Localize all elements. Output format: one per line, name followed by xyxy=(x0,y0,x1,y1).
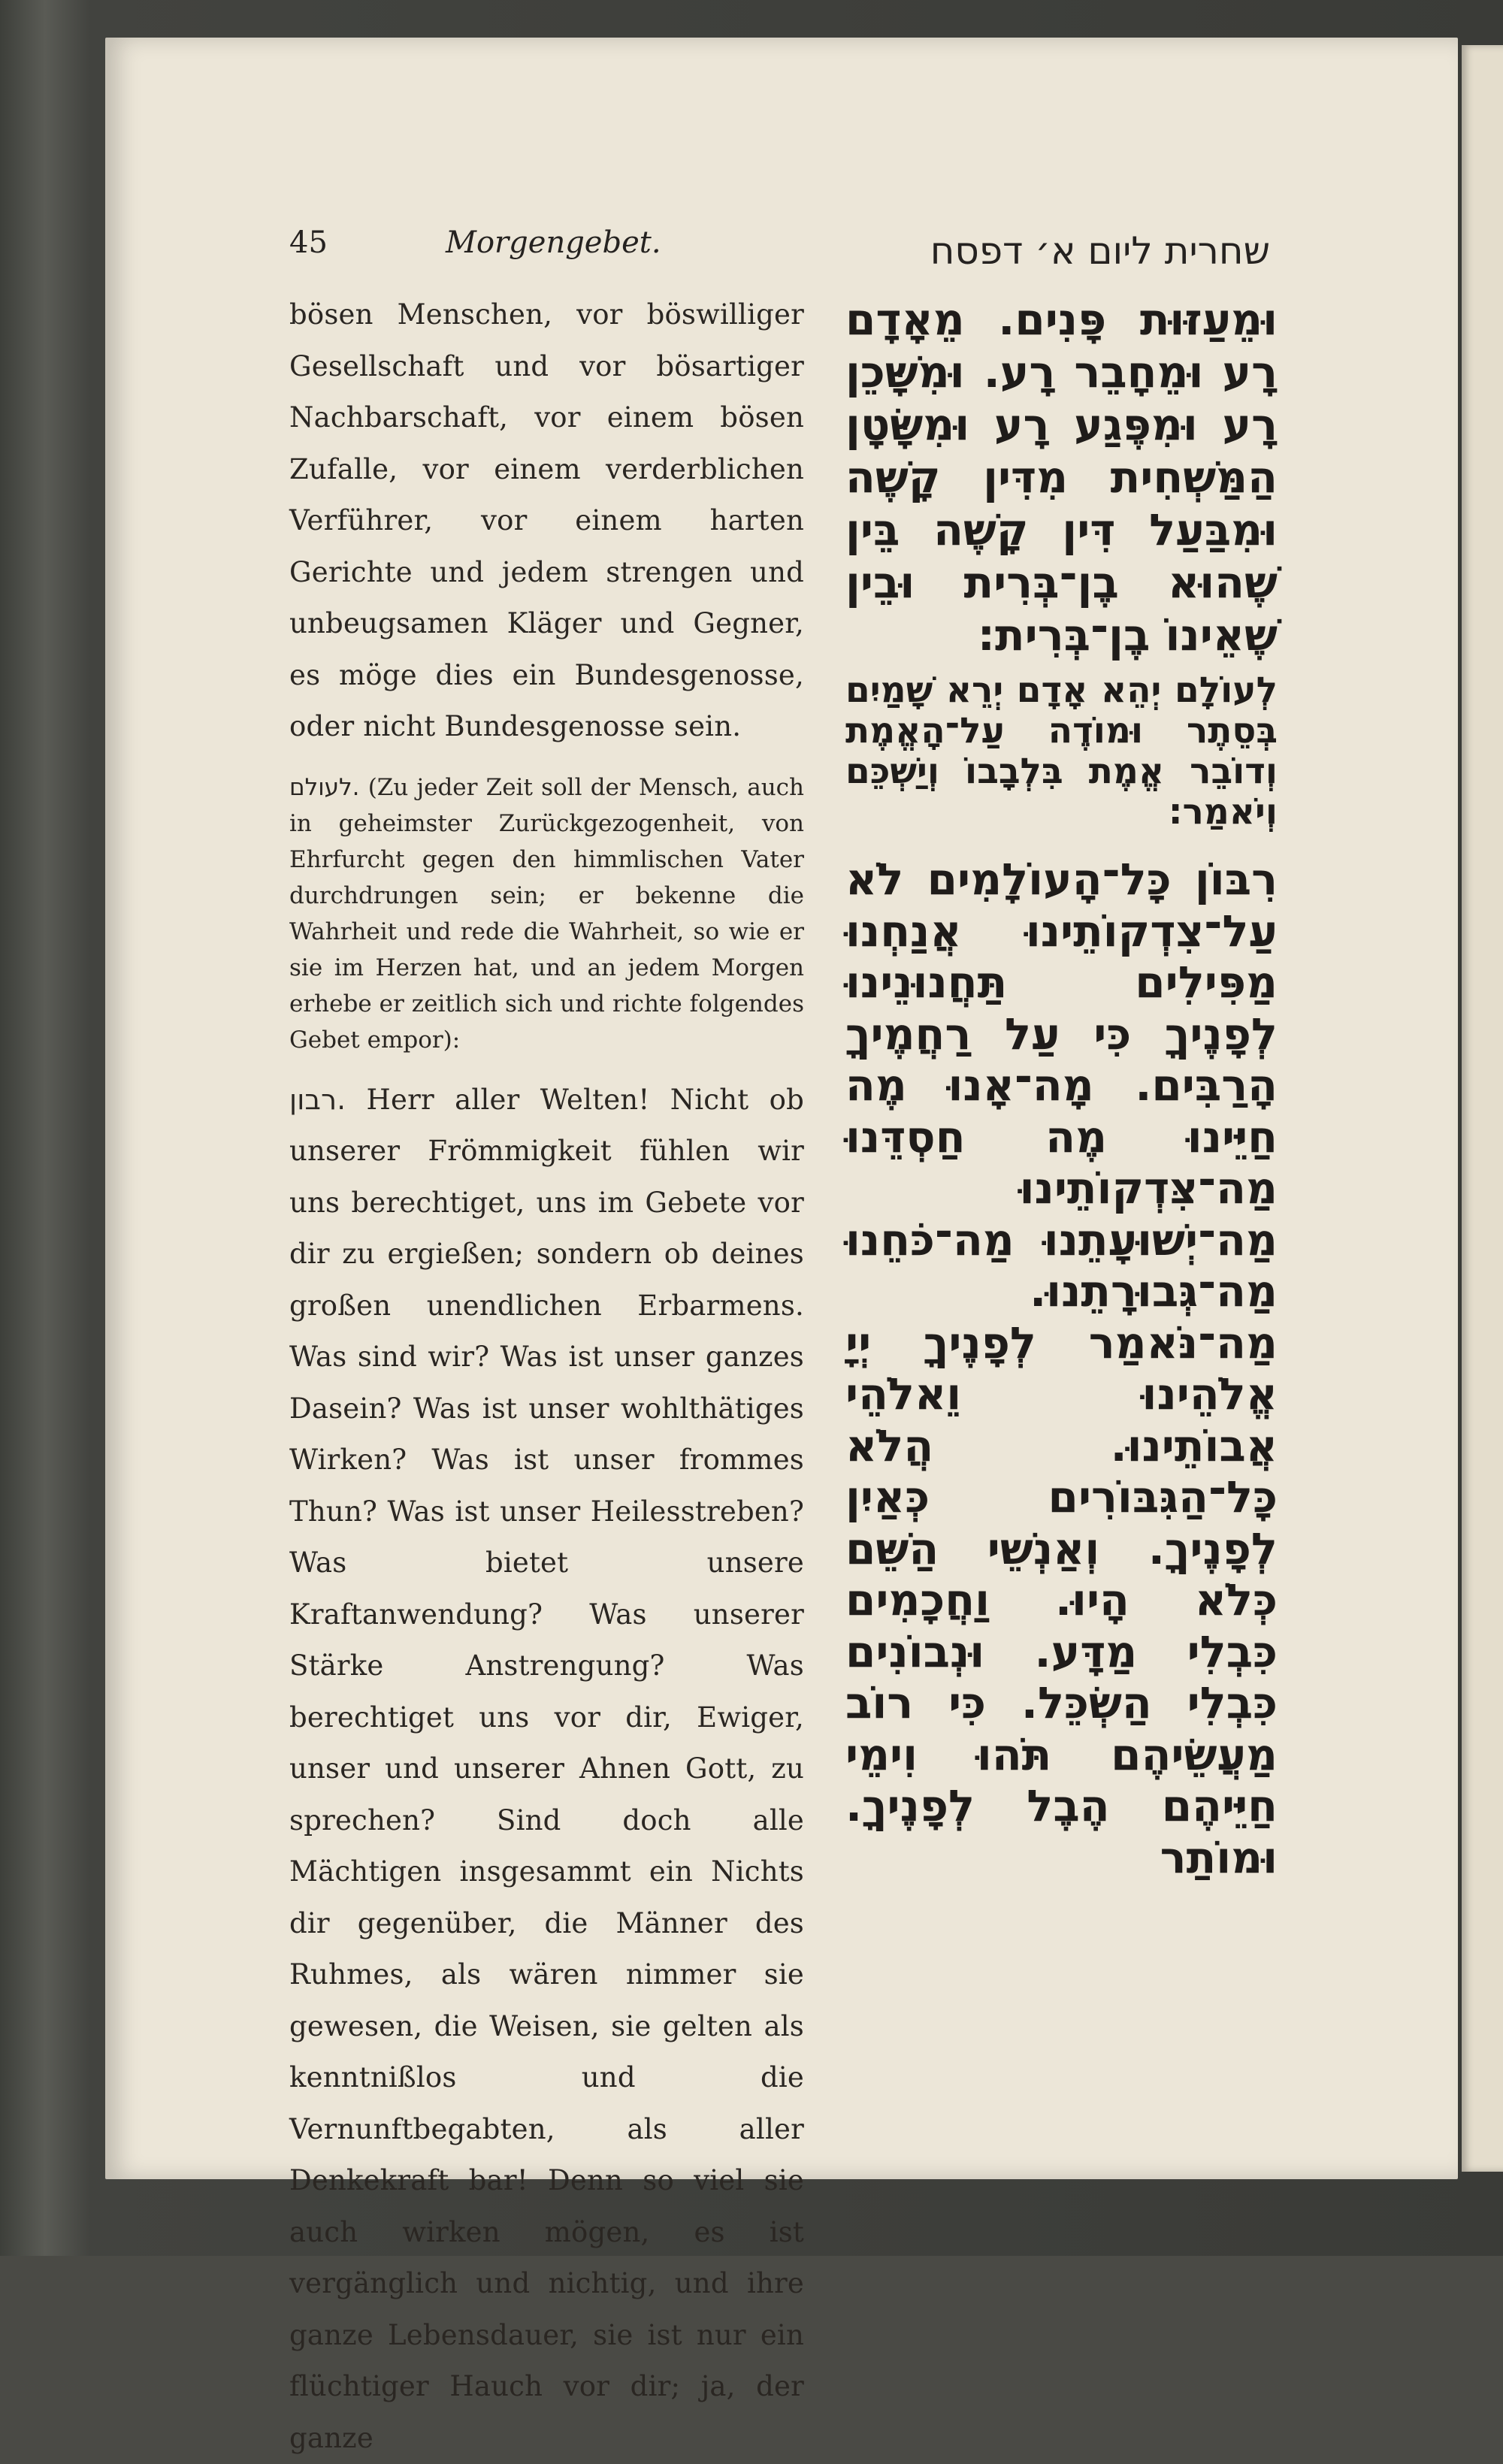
hebrew-paragraph: רִבּוֹן כָּל־הָעוֹלָמִים לֹא עַל־צִדְקוֹתֵינוּ אֲנַחְנוּ מַפִּילִים תַּחֲנוּנֵינוּ לְפָנֶיךָ כִּי עַל רַחֲמֶיךָ הָרַבִּים. מָה־אָנוּ מֶה חַיֵּינוּ מֶה חַסְדֵּנוּ מַה־צִּדְקוֹתֵינוּ מַה־יְשׁוּעָתֵנוּ מַה־כֹּחֵנוּ מַה־גְּבוּרָתֵנוּ. מַה־נֹּאמַר לְפָנֶיךָ יְיָ אֱלֹהֵינוּ וֵאלֹהֵי אֲבוֹתֵינוּ. הֲלֹא כָּל־הַגִּבּוֹרִים כְּאַיִן לְפָנֶיךָ. וְאַנְשֵׁי הַשֵּׁם כְּלֹא הָיוּ. וַחֲכָמִים כִּבְלִי מַדָּע. וּנְבוֹנִים כִּבְלִי הַשְׂכֵּל. כִּי רוֹב מַעֲשֵׂיהֶם תֹּהוּ וִימֵי חַיֵּיהֶם הֶבֶל לְפָנֶיךָ. וּמוֹתַר xyxy=(845,854,1278,1883)
page-header xyxy=(289,225,815,271)
facing-page-edge xyxy=(1462,45,1503,2172)
german-paragraph: bösen Menschen, vor böswilliger Gesellschaft und vor bösartiger Nachbarschaft, vor einem bösen Zufalle, vor einem verderblichen Verführer, vor einem harten Gerichte und jedem strengen und unbeugsamen Kläger und Gegner, es möge dies ein Bundesgenosse, oder nicht Bundesgenosse sein. xyxy=(289,289,804,753)
note-keyword: לעולם. xyxy=(289,774,360,801)
hebrew-column xyxy=(845,293,1278,1883)
german-column xyxy=(289,289,804,2464)
paragraph-keyword: רבון. xyxy=(289,1084,346,1116)
paragraph-text: Herr aller Welten! Nicht ob unserer Frömmigkeit fühlen wir uns berechtiget, uns im Gebete vor dir zu ergießen; sondern ob deines großen unendlichen Erbarmens. Was sind wir? Was ist unser ganzes Dasein? Was ist unser wohlthätiges Wirken? Was ist unser frommes Thun? Was ist unser Heilesstreben? Was bietet unsere Kraftanwendung? Was unserer Stärke Anstrengung? Was berechtiget uns vor dir, Ewiger, unser und unserer Ahnen Gott, zu sprechen? Sind doch alle Mächtigen insgesammt ein Nichts dir gegenüber, die Männer des Ruhmes, als wären nimmer sie gewesen, die Weisen, sie gelten als kenntnißlos und die Vernunftbegabten, als aller Denkekraft bar! Denn so viel sie auch wirken mögen, es ist vergänglich und nichtig, und ihre ganze Lebensdauer, sie ist nur ein flüchtiger Hauch vor dir; ja, der ganze xyxy=(289,1084,804,2454)
running-head-german: Morgengebet. xyxy=(446,225,661,260)
running-head-hebrew: שחרית ליום א׳ דפסח xyxy=(849,229,1270,282)
note-text: (Zu jeder Zeit soll der Mensch, auch in geheimster Zurückgezogenheit, von Ehrfurcht gegen den himmlischen Vater durchdrungen sein; er bekenne die Wahrheit und rede die Wahrheit, so wie er sie im Herzen hat, und an jedem Morgen erhebe er zeitlich sich und richte folgendes Gebet empor): xyxy=(289,774,804,1054)
hebrew-paragraph-small: לְעוֹלָם יְהֵא אָדָם יְרֵא שָׁמַיִם בְּסֵתֶר וּמוֹדֶה עַל־הָאֱמֶת וְדוֹבֵר אֱמֶת בִּלְבָבוֹ וְיַשְׁכֵּם וְיֹאמַר: xyxy=(845,670,1278,833)
page-number: 45 xyxy=(289,225,328,260)
hebrew-paragraph: וּמֵעַזּוּת פָּנִים. מֵאָדָם רָע וּמֵחָבֵר רָע. וּמִשָּׁכֵן רָע וּמִפֶּגַע רָע וּמִשָּׂטָן הַמַּשְׁחִית מִדִּין קָשֶׁה וּמִבַּעַל דִּין קָשֶׁה בֵּין שֶׁהוּא בֶן־בְּרִית וּבֵין שֶׁאֵינוֹ בֶן־בְּרִית: xyxy=(845,293,1278,661)
german-note xyxy=(289,769,804,1058)
